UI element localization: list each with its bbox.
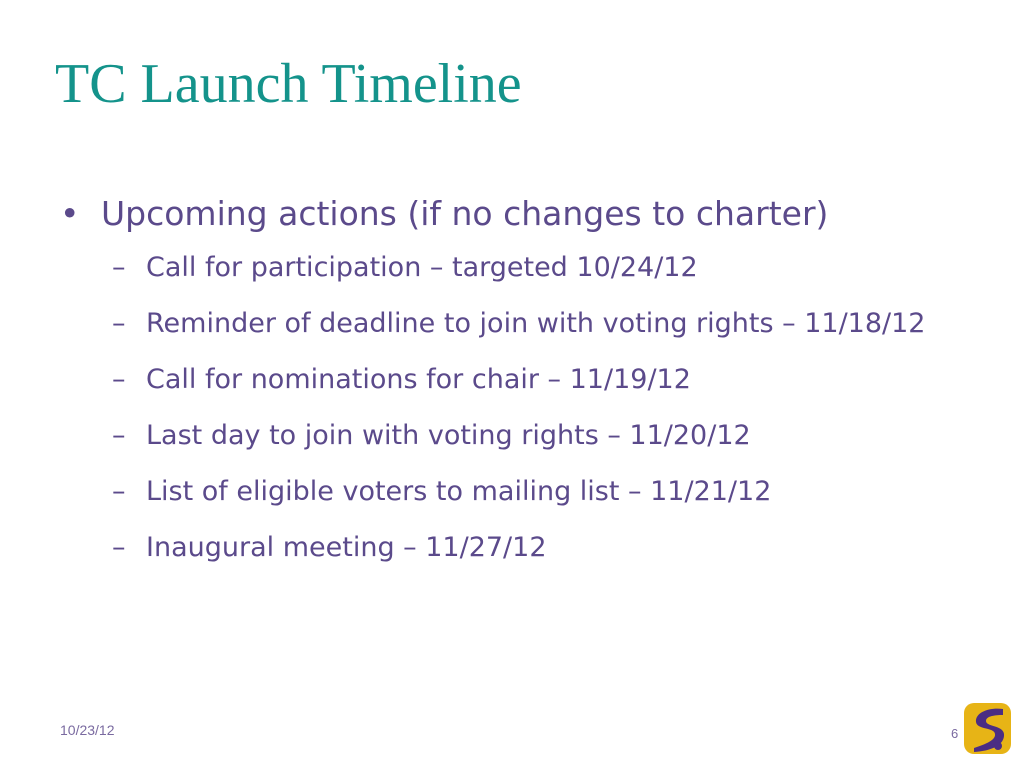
sub-bullet-item [60,414,926,458]
dash-marker: – [112,252,126,283]
sub-bullet-text: List of eligible voters to mailing list – 11/21/12 [146,476,772,507]
sub-bullet-item [60,526,926,570]
sub-bullet-item [60,302,926,346]
dash-marker: – [112,476,126,507]
bullet-text: Upcoming actions (if no changes to charter) [101,194,829,233]
page-number: 6 [951,726,959,741]
dash-marker: – [112,364,126,395]
sub-bullet-text: Call for nominations for chair – 11/19/12 [146,364,691,395]
sub-bullet-list [60,246,960,570]
sub-bullet-text: Reminder of deadline to join with voting rights – 11/18/12 [146,308,926,339]
sub-bullet-text: Inaugural meeting – 11/27/12 [146,532,547,563]
bullet-marker: • [60,194,80,233]
sub-bullet-text: Call for participation – targeted 10/24/12 [146,252,698,283]
sub-bullet-item [60,246,926,290]
dash-marker: – [112,532,126,563]
bullet-upcoming-actions [60,190,960,238]
slide-body [60,190,960,582]
oasis-logo-icon [964,703,1011,754]
logo-dot [994,742,1002,750]
footer-date: 10/23/12 [60,722,115,738]
dash-marker: – [112,420,126,451]
slide-title: TC Launch Timeline [55,53,522,115]
sub-bullet-item [60,470,926,514]
sub-bullet-text: Last day to join with voting rights – 11/20/12 [146,420,751,451]
dash-marker: – [112,308,126,339]
sub-bullet-item [60,358,926,402]
